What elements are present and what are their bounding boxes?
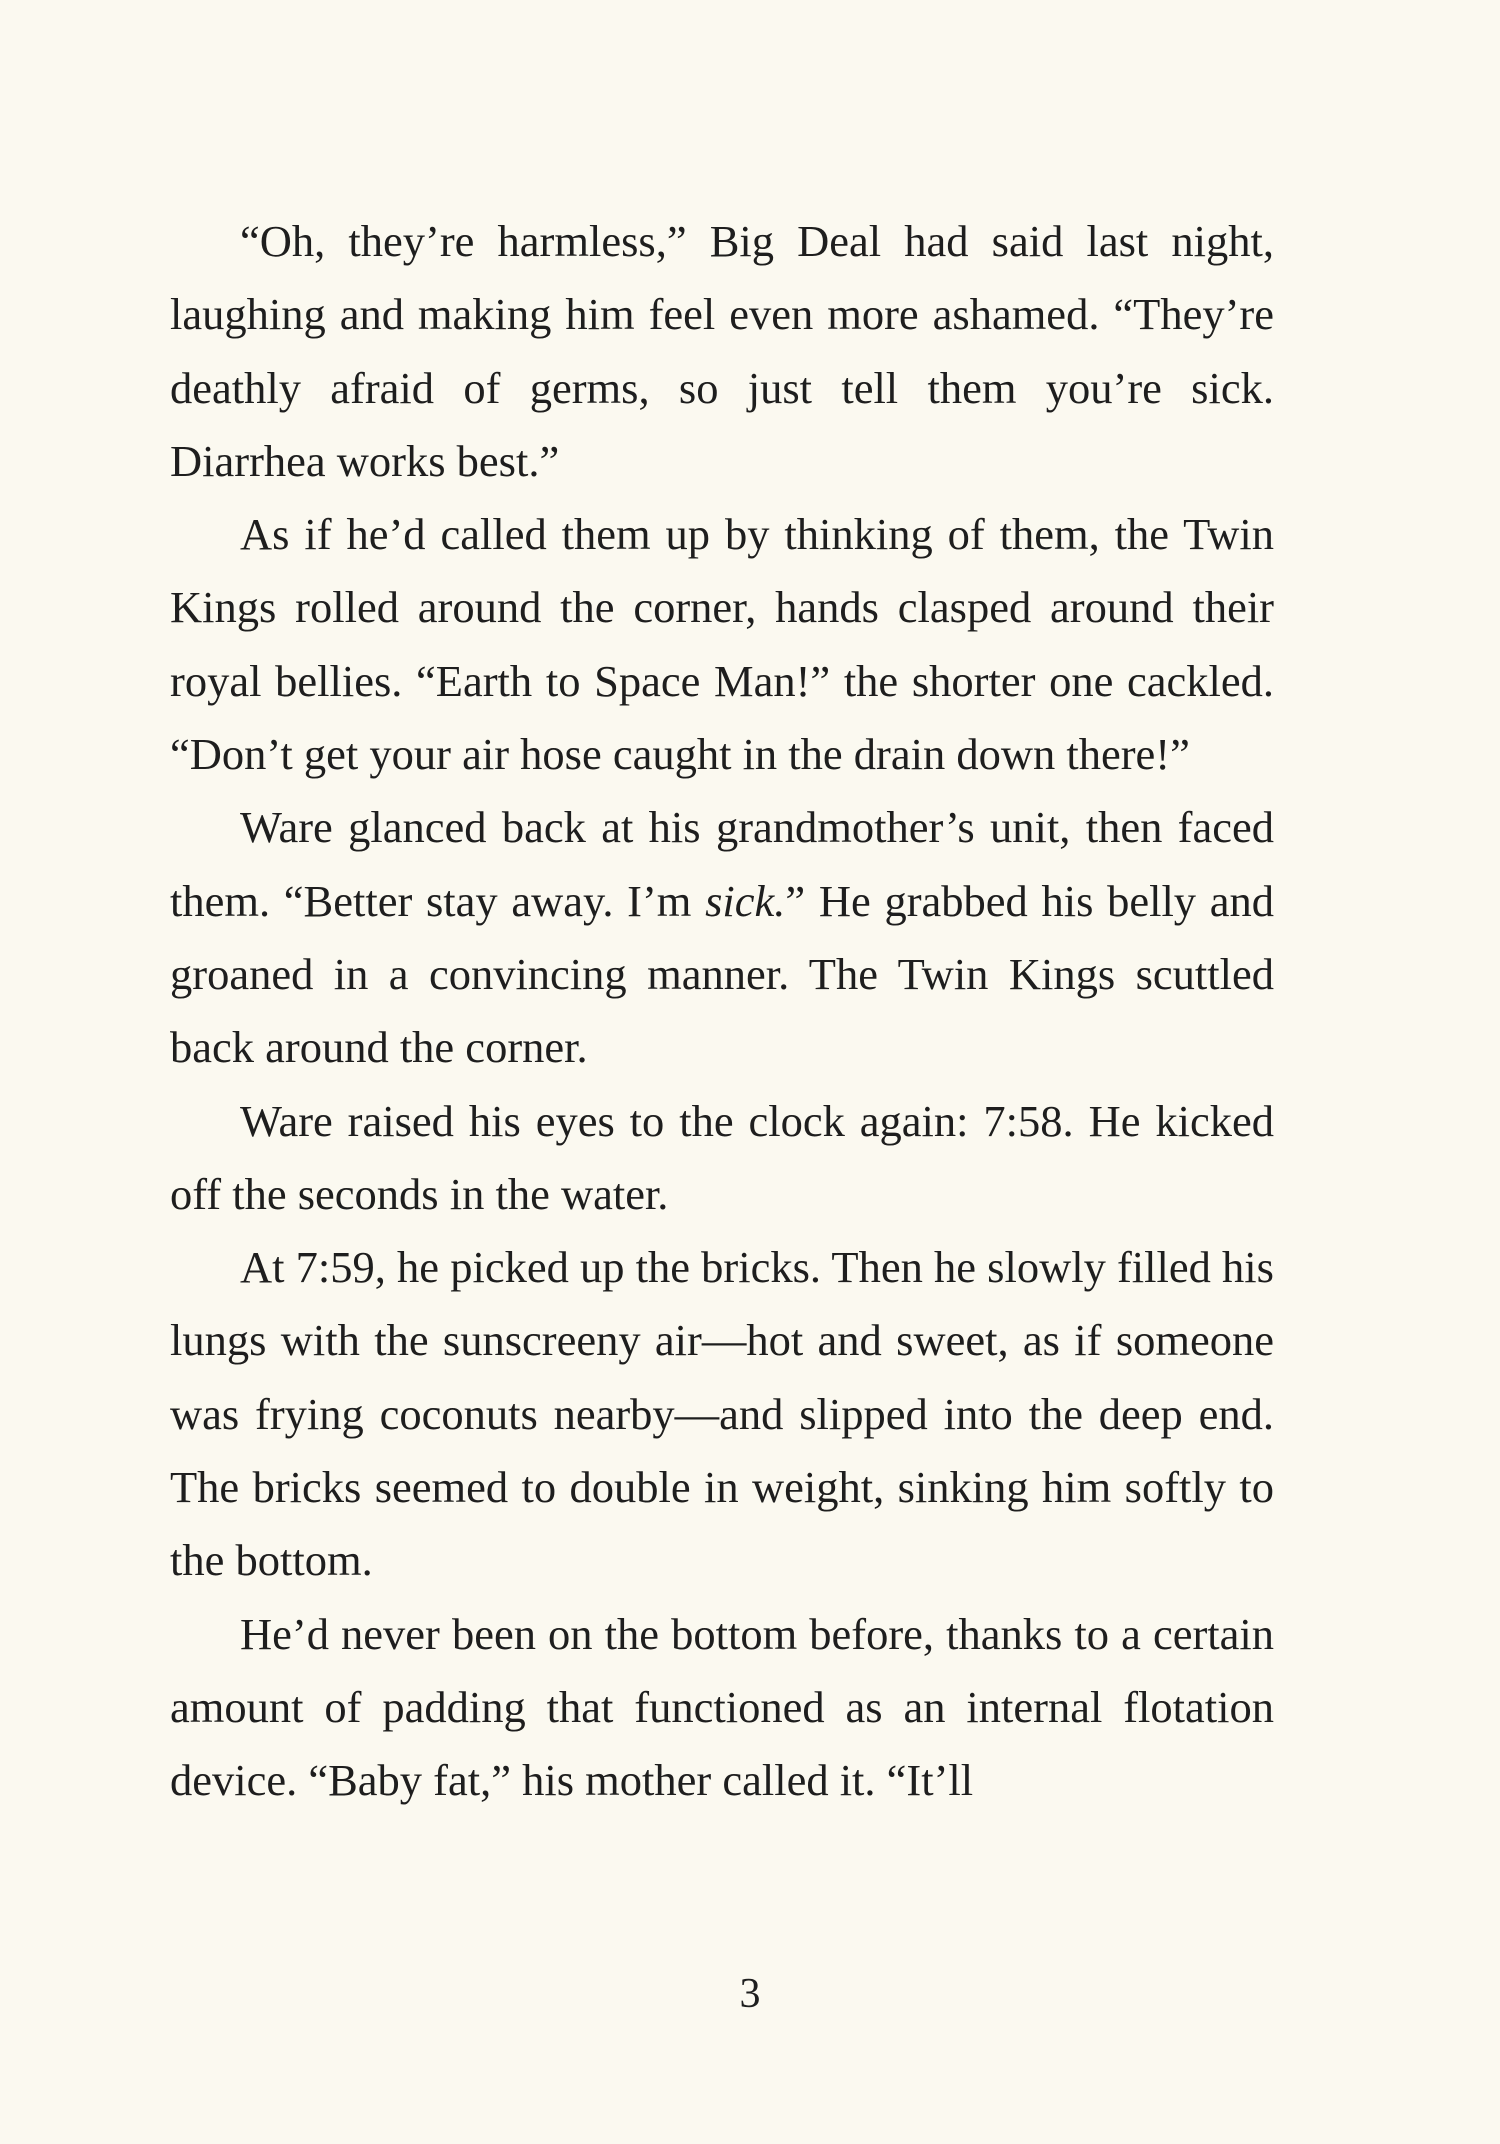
paragraph-4: [170, 1085, 1274, 1232]
paragraph-5: [170, 1231, 1274, 1597]
paragraph-text: As if he’d called them up by thinking of them, the Twin Kings rolled around the corner, hands clasped around their royal bellies. “Earth to Space Man!” the shorter one cackled. “Don’t get your air hose caught in the drain down there!”: [170, 509, 1274, 780]
paragraph-text: Ware raised his eyes to the clock again: 7:58. He kicked off the seconds in the water.: [170, 1095, 1274, 1219]
body-text: [170, 205, 1274, 1818]
paragraph-text: “Oh, they’re harmless,” Big Deal had said last night, laughing and making him feel even more ashamed. “They’re deathly afraid of germs, so just tell them you’re sick. Diarrhea works best.”: [170, 216, 1274, 486]
page-number: 3: [739, 1971, 761, 2017]
paragraph-text: Ware glanced back at his grandmother’s unit, then faced them. “Better stay away. I’m: [170, 802, 1274, 926]
italic-word: sick.: [705, 875, 786, 926]
paragraph-1: [170, 205, 1274, 498]
paragraph-text: He’d never been on the bottom before, thanks to a certain amount of padding that functioned as an internal flotation device. “Baby fat,” his mother called it. “It’ll: [170, 1608, 1274, 1806]
paragraph-3: [170, 791, 1274, 1084]
paragraph-6: [170, 1598, 1274, 1818]
paragraph-text: ” He grabbed his belly and groaned in a convincing manner. The Twin Kings scuttled back around the corner.: [170, 875, 1274, 1073]
paragraph-text: At 7:59, he picked up the bricks. Then he slowly filled his lungs with the sunscreeny air—hot and sweet, as if someone was frying coconuts nearby—and slipped into the deep end. The bricks seemed to double in weight, sinking him softly to the bottom.: [170, 1242, 1274, 1586]
paragraph-2: [170, 498, 1274, 791]
